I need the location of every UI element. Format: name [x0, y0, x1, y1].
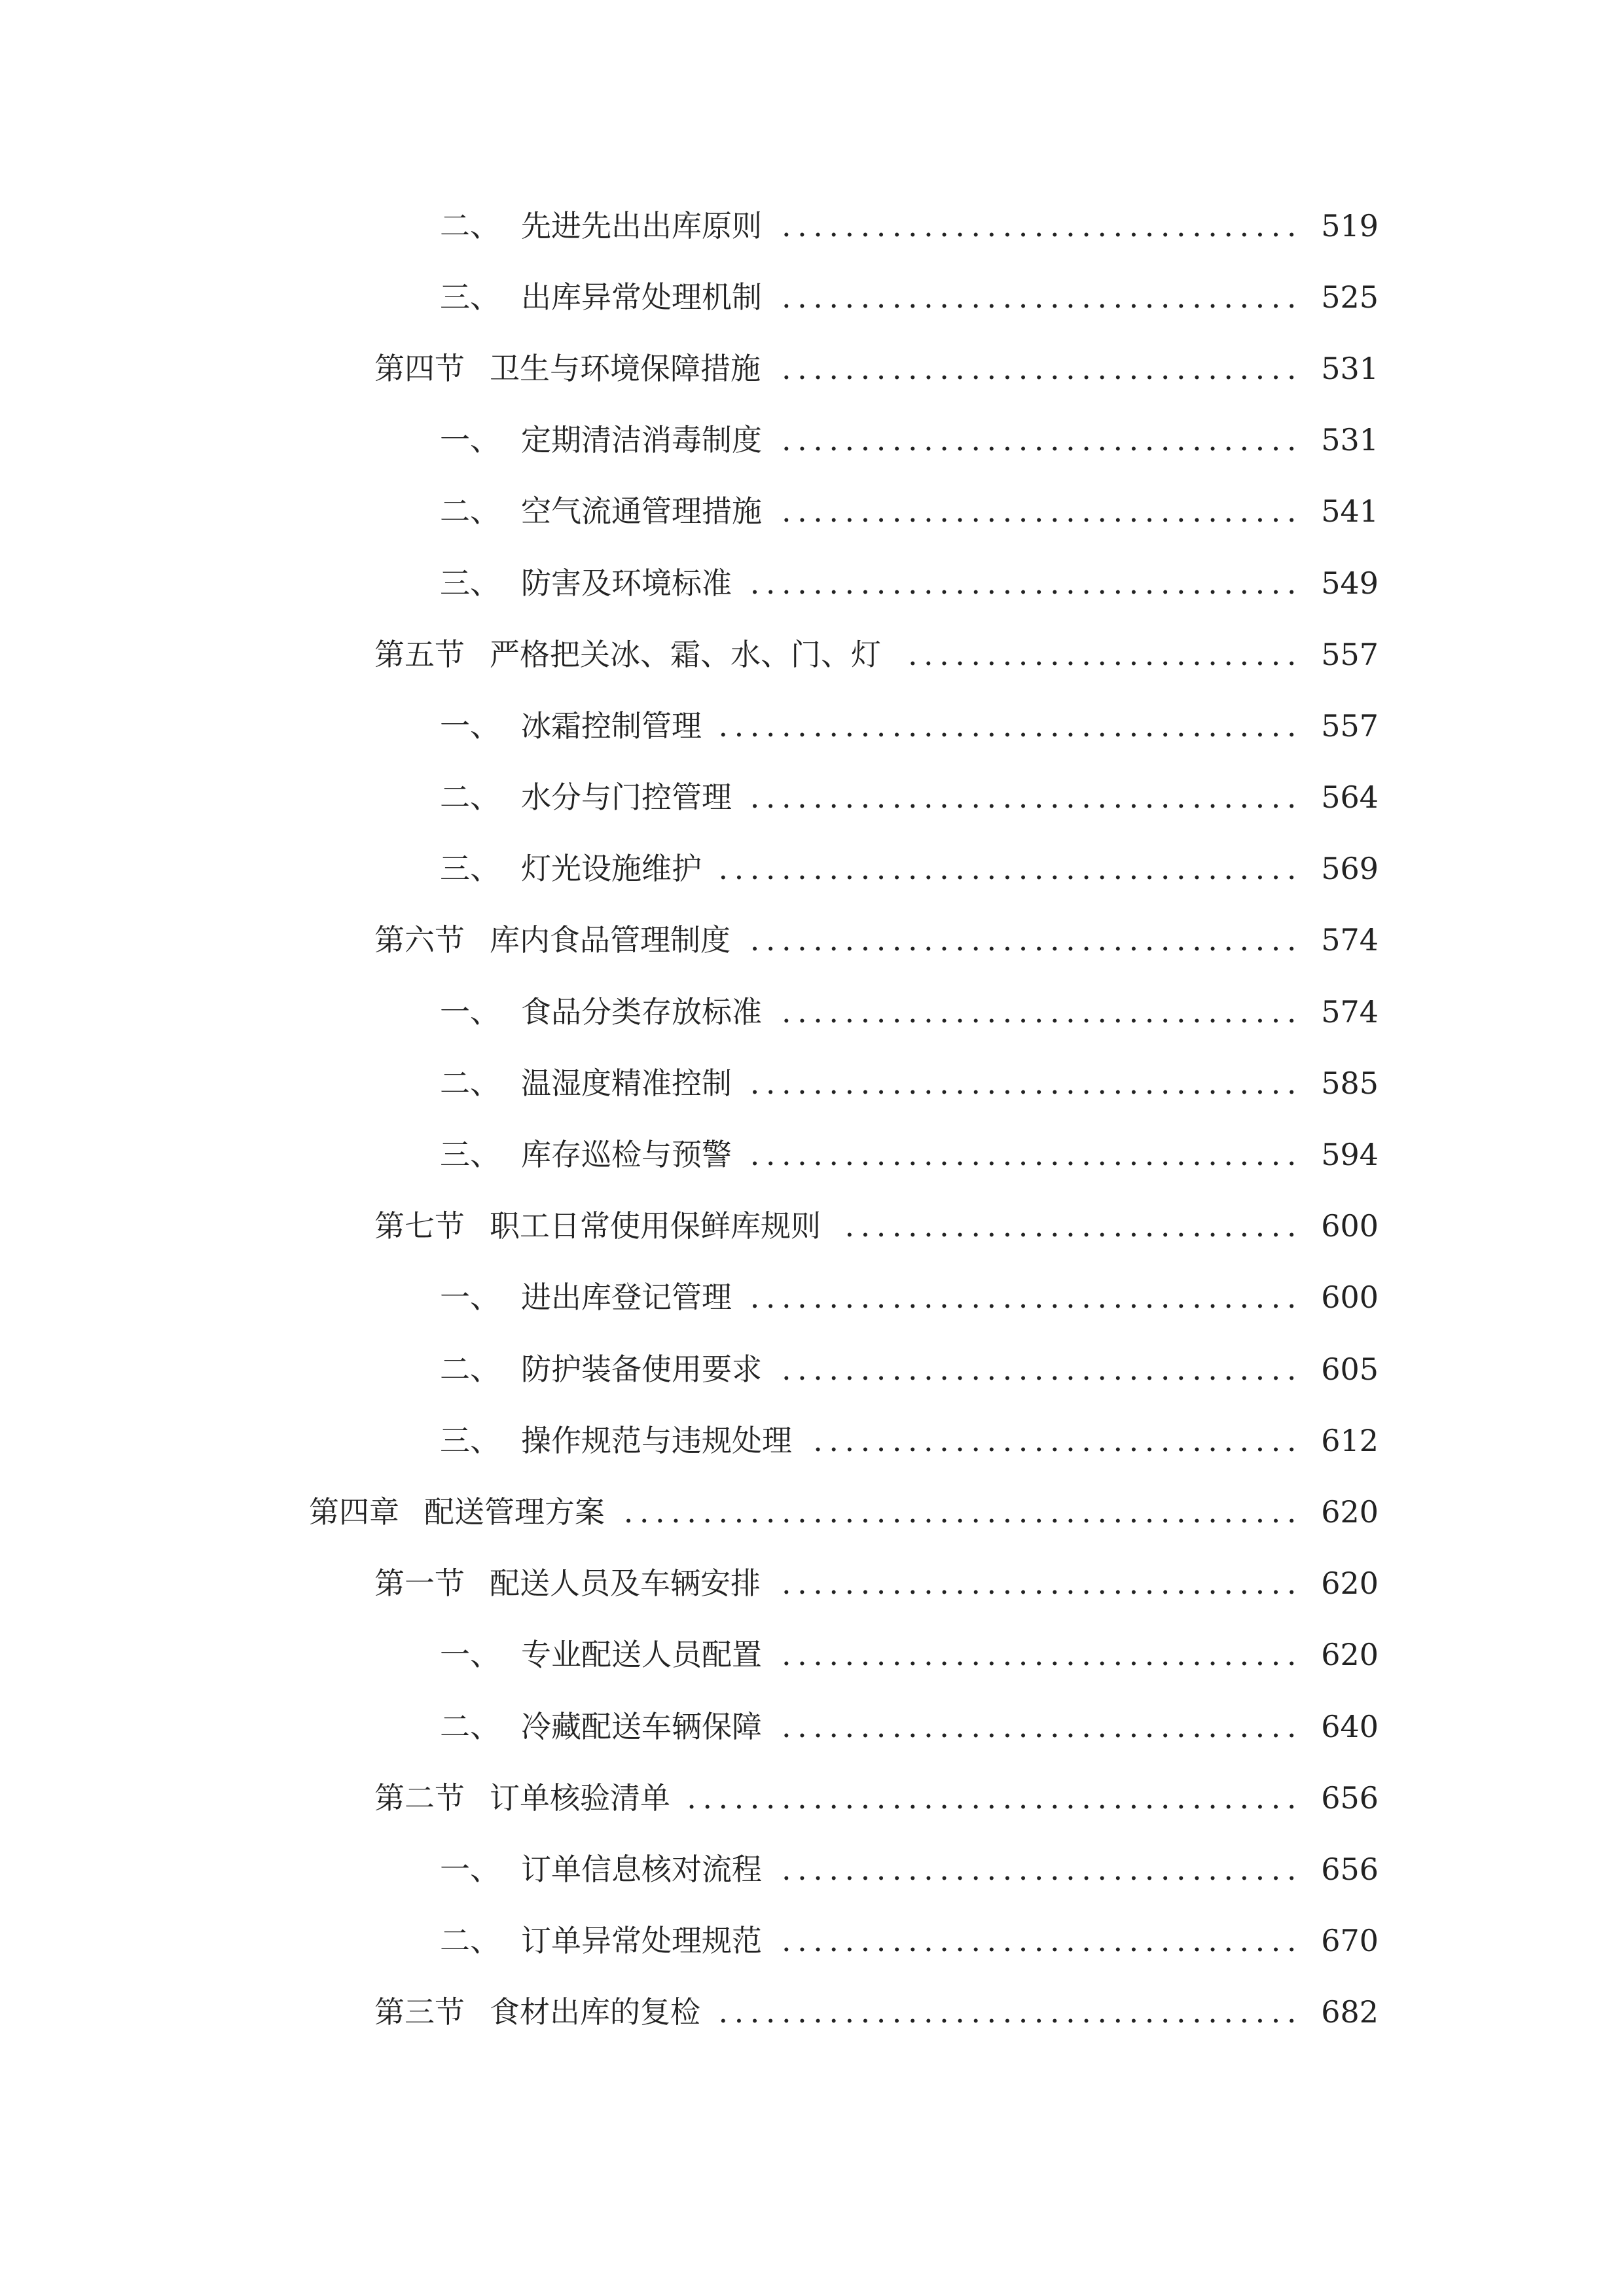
- toc-entry-item[interactable]: [0, 1047, 1624, 1119]
- toc-entry-title: 冰霜控制管理: [521, 708, 702, 744]
- toc-entry-title: 进出库登记管理: [521, 1280, 732, 1316]
- toc-entry-label: 二、: [440, 1351, 500, 1387]
- toc-entry-section[interactable]: [0, 1548, 1624, 1619]
- toc-entry-section[interactable]: [0, 905, 1624, 976]
- toc-entry-label: 第三节: [374, 1994, 465, 2030]
- toc-entry-label: 三、: [440, 851, 500, 887]
- toc-entry-title: 操作规范与违规处理: [521, 1422, 792, 1458]
- toc-entry-item[interactable]: [0, 1333, 1624, 1405]
- toc-dot-leader: .................................: [781, 207, 1303, 243]
- toc-entry-title: 水分与门控管理: [521, 780, 732, 816]
- toc-entry-title: 配送管理方案: [424, 1494, 605, 1530]
- toc-entry-item[interactable]: [0, 1119, 1624, 1190]
- toc-entry-label: 二、: [440, 1065, 500, 1101]
- toc-entry-label: 一、: [440, 708, 500, 744]
- toc-entry-section[interactable]: [0, 332, 1624, 404]
- toc-dot-leader: ...................................: [749, 565, 1303, 601]
- toc-entry-item[interactable]: [0, 1262, 1624, 1333]
- toc-entry-label: 二、: [440, 780, 500, 816]
- toc-entry-label: 第四节: [374, 350, 465, 386]
- toc-entry-title: 定期清洁消毒制度: [521, 422, 762, 458]
- toc-entry-title: 订单核验清单: [490, 1780, 670, 1816]
- toc-entry-label: 二、: [440, 1708, 500, 1744]
- toc-dot-leader: ...................................: [749, 1280, 1303, 1316]
- toc-entry-title: 配送人员及车辆安排: [490, 1566, 761, 1602]
- toc-entry-item[interactable]: [0, 762, 1624, 833]
- toc-entry-label: 第四章: [309, 1494, 399, 1530]
- toc-entry-title: 卫生与环境保障措施: [490, 350, 761, 386]
- toc-entry-label: 一、: [440, 994, 500, 1030]
- toc-entry-item[interactable]: [0, 976, 1624, 1047]
- toc-entry-page-number: 612: [1321, 1422, 1379, 1458]
- toc-dot-leader: .....................................: [718, 708, 1303, 744]
- toc-entry-item[interactable]: [0, 1619, 1624, 1691]
- table-of-contents: [0, 190, 1624, 2048]
- toc-entry-title: 食材出库的复检: [490, 1994, 700, 2030]
- toc-entry-page-number: 557: [1321, 636, 1379, 672]
- toc-entry-title: 防害及环境标准: [521, 565, 732, 601]
- toc-entry-page-number: 594: [1321, 1137, 1379, 1173]
- toc-entry-page-number: 600: [1321, 1280, 1379, 1316]
- toc-entry-label: 三、: [440, 1422, 500, 1458]
- toc-entry-section[interactable]: [0, 619, 1624, 690]
- toc-entry-page-number: 640: [1321, 1708, 1379, 1744]
- toc-entry-label: 第六节: [374, 922, 465, 958]
- toc-entry-page-number: 605: [1321, 1351, 1379, 1387]
- toc-entry-label: 第五节: [374, 636, 465, 672]
- toc-dot-leader: .................................: [781, 493, 1303, 529]
- toc-entry-page-number: 549: [1321, 565, 1379, 601]
- toc-entry-section[interactable]: [0, 1191, 1624, 1262]
- toc-dot-leader: ...................................: [749, 1137, 1303, 1173]
- toc-entry-page-number: 525: [1321, 279, 1379, 315]
- toc-entry-page-number: 564: [1321, 780, 1379, 816]
- toc-dot-leader: .................................: [781, 994, 1303, 1030]
- toc-entry-chapter[interactable]: [0, 1476, 1624, 1547]
- toc-entry-page-number: 574: [1321, 994, 1379, 1030]
- toc-dot-leader: .........................: [907, 636, 1303, 672]
- toc-entry-title: 库存巡检与预警: [521, 1137, 732, 1173]
- toc-entry-page-number: 569: [1321, 851, 1379, 887]
- toc-entry-title: 出库异常处理机制: [521, 279, 762, 315]
- toc-entry-item[interactable]: [0, 190, 1624, 261]
- toc-dot-leader: .................................: [781, 1566, 1303, 1602]
- toc-entry-title: 灯光设施维护: [521, 851, 702, 887]
- toc-dot-leader: .................................: [781, 1851, 1303, 1887]
- toc-entry-page-number: 682: [1321, 1994, 1379, 2030]
- toc-dot-leader: .................................: [781, 1351, 1303, 1387]
- toc-entry-page-number: 585: [1321, 1065, 1379, 1101]
- toc-dot-leader: ...........................................: [623, 1494, 1303, 1530]
- toc-dot-leader: .................................: [781, 1637, 1303, 1673]
- toc-entry-title: 订单异常处理规范: [521, 1923, 762, 1959]
- toc-entry-title: 冷藏配送车辆保障: [521, 1708, 762, 1744]
- toc-entry-title: 专业配送人员配置: [521, 1637, 762, 1673]
- toc-entry-item[interactable]: [0, 833, 1624, 905]
- toc-dot-leader: .................................: [781, 350, 1303, 386]
- toc-entry-label: 二、: [440, 493, 500, 529]
- toc-dot-leader: .............................: [844, 1208, 1303, 1244]
- toc-entry-label: 一、: [440, 1280, 500, 1316]
- toc-dot-leader: .................................: [781, 1923, 1303, 1959]
- toc-entry-label: 三、: [440, 1137, 500, 1173]
- toc-entry-title: 温湿度精准控制: [521, 1065, 732, 1101]
- toc-entry-label: 二、: [440, 1923, 500, 1959]
- toc-entry-title: 先进先出出库原则: [521, 207, 762, 243]
- toc-entry-title: 库内食品管理制度: [490, 922, 731, 958]
- toc-entry-item[interactable]: [0, 261, 1624, 332]
- toc-entry-title: 空气流通管理措施: [521, 493, 762, 529]
- toc-entry-label: 第二节: [374, 1780, 465, 1816]
- toc-entry-page-number: 557: [1321, 708, 1379, 744]
- toc-entry-label: 第一节: [374, 1566, 465, 1602]
- toc-entry-page-number: 574: [1321, 922, 1379, 958]
- toc-entry-title: 严格把关冰、霜、水、门、灯: [490, 636, 881, 672]
- toc-entry-label: 一、: [440, 1851, 500, 1887]
- toc-dot-leader: .................................: [781, 1708, 1303, 1744]
- toc-entry-item[interactable]: [0, 1905, 1624, 1977]
- toc-dot-leader: .......................................: [687, 1780, 1303, 1816]
- toc-dot-leader: .................................: [781, 422, 1303, 458]
- toc-entry-label: 三、: [440, 279, 500, 315]
- toc-entry-item[interactable]: [0, 404, 1624, 476]
- toc-dot-leader: .....................................: [718, 851, 1303, 887]
- toc-entry-title: 食品分类存放标准: [521, 994, 762, 1030]
- toc-entry-title: 订单信息核对流程: [521, 1851, 762, 1887]
- toc-entry-page-number: 620: [1321, 1566, 1379, 1602]
- toc-entry-section[interactable]: [0, 1762, 1624, 1833]
- toc-dot-leader: .....................................: [718, 1994, 1303, 2030]
- toc-entry-item[interactable]: [0, 1691, 1624, 1762]
- toc-entry-page-number: 600: [1321, 1208, 1379, 1244]
- toc-dot-leader: ...................................: [749, 922, 1303, 958]
- toc-entry-item[interactable]: [0, 547, 1624, 619]
- toc-entry-label: 二、: [440, 207, 500, 243]
- toc-entry-page-number: 541: [1321, 493, 1379, 529]
- toc-dot-leader: ...................................: [749, 780, 1303, 816]
- toc-dot-leader: .................................: [781, 279, 1303, 315]
- toc-dot-leader: ...............................: [813, 1422, 1303, 1458]
- toc-entry-page-number: 620: [1321, 1494, 1379, 1530]
- toc-entry-section[interactable]: [0, 1977, 1624, 2048]
- toc-entry-item[interactable]: [0, 476, 1624, 547]
- toc-dot-leader: ...................................: [749, 1065, 1303, 1101]
- toc-entry-item[interactable]: [0, 690, 1624, 761]
- toc-entry-label: 一、: [440, 1637, 500, 1673]
- toc-entry-title: 防护装备使用要求: [521, 1351, 762, 1387]
- toc-entry-page-number: 519: [1321, 207, 1379, 243]
- toc-entry-label: 第七节: [374, 1208, 465, 1244]
- toc-entry-label: 三、: [440, 565, 500, 601]
- toc-entry-label: 一、: [440, 422, 500, 458]
- toc-entry-page-number: 670: [1321, 1923, 1379, 1959]
- toc-entry-item[interactable]: [0, 1833, 1624, 1905]
- toc-entry-page-number: 656: [1321, 1780, 1379, 1816]
- toc-entry-item[interactable]: [0, 1405, 1624, 1476]
- toc-entry-title: 职工日常使用保鲜库规则: [490, 1208, 821, 1244]
- toc-entry-page-number: 531: [1321, 422, 1379, 458]
- toc-entry-page-number: 620: [1321, 1637, 1379, 1673]
- toc-entry-page-number: 656: [1321, 1851, 1379, 1887]
- toc-entry-page-number: 531: [1321, 350, 1379, 386]
